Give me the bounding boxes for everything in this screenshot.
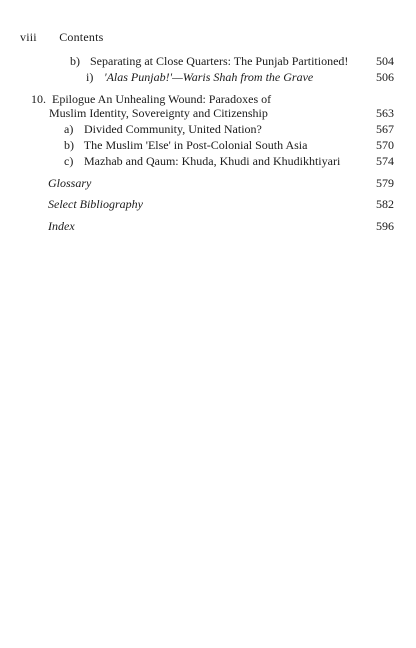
chapter-number: 10. — [31, 92, 46, 106]
toc-entry-title: Divided Community, United Nation? — [84, 122, 262, 136]
toc-page-number: 579 — [376, 176, 394, 190]
toc-entry-mazhab-qaum — [64, 154, 340, 168]
toc-entry-title: Mazhab and Qaum: Khuda, Khudi and Khudikhtiyari — [84, 154, 341, 168]
chapter-title-line1: Epilogue An Unhealing Wound: Paradoxes of — [52, 92, 272, 106]
toc-entry-glossary: Glossary — [48, 176, 92, 190]
toc-chapter-10 — [31, 92, 271, 106]
toc-entry-muslim-else — [64, 138, 307, 152]
toc-page-number: 563 — [376, 106, 394, 120]
toc-page-number: 506 — [376, 70, 394, 84]
toc-entry-title: The Muslim 'Else' in Post-Colonial South Asia — [83, 138, 308, 152]
toc-entry-label: a) — [64, 122, 74, 136]
toc-entry-label: i) — [86, 70, 94, 84]
toc-page-number: 570 — [376, 138, 394, 152]
toc-entry-partition — [70, 54, 348, 68]
toc-page-number: 596 — [376, 219, 394, 233]
running-title: Contents — [59, 30, 104, 44]
running-header — [20, 30, 103, 45]
page-folio: viii — [20, 30, 37, 44]
toc-page-number: 567 — [376, 122, 394, 136]
toc-entry-alas-punjab — [86, 70, 313, 84]
toc-entry-bibliography: Select Bibliography — [48, 197, 143, 211]
toc-page-number: 582 — [376, 197, 394, 211]
toc-entry-label: b) — [70, 54, 80, 68]
toc-entry-label: c) — [64, 154, 74, 168]
chapter-title-line2: Muslim Identity, Sovereignty and Citizenship — [49, 106, 268, 120]
toc-entry-index: Index — [48, 219, 75, 233]
toc-page-number: 504 — [376, 54, 394, 68]
toc-entry-label: b) — [64, 138, 74, 152]
toc-page-number: 574 — [376, 154, 394, 168]
toc-entry-title: 'Alas Punjab!'—Waris Shah from the Grave — [104, 70, 314, 84]
toc-entry-title: Separating at Close Quarters: The Punjab Partitioned! — [90, 54, 349, 68]
toc-entry-divided-community — [64, 122, 262, 136]
